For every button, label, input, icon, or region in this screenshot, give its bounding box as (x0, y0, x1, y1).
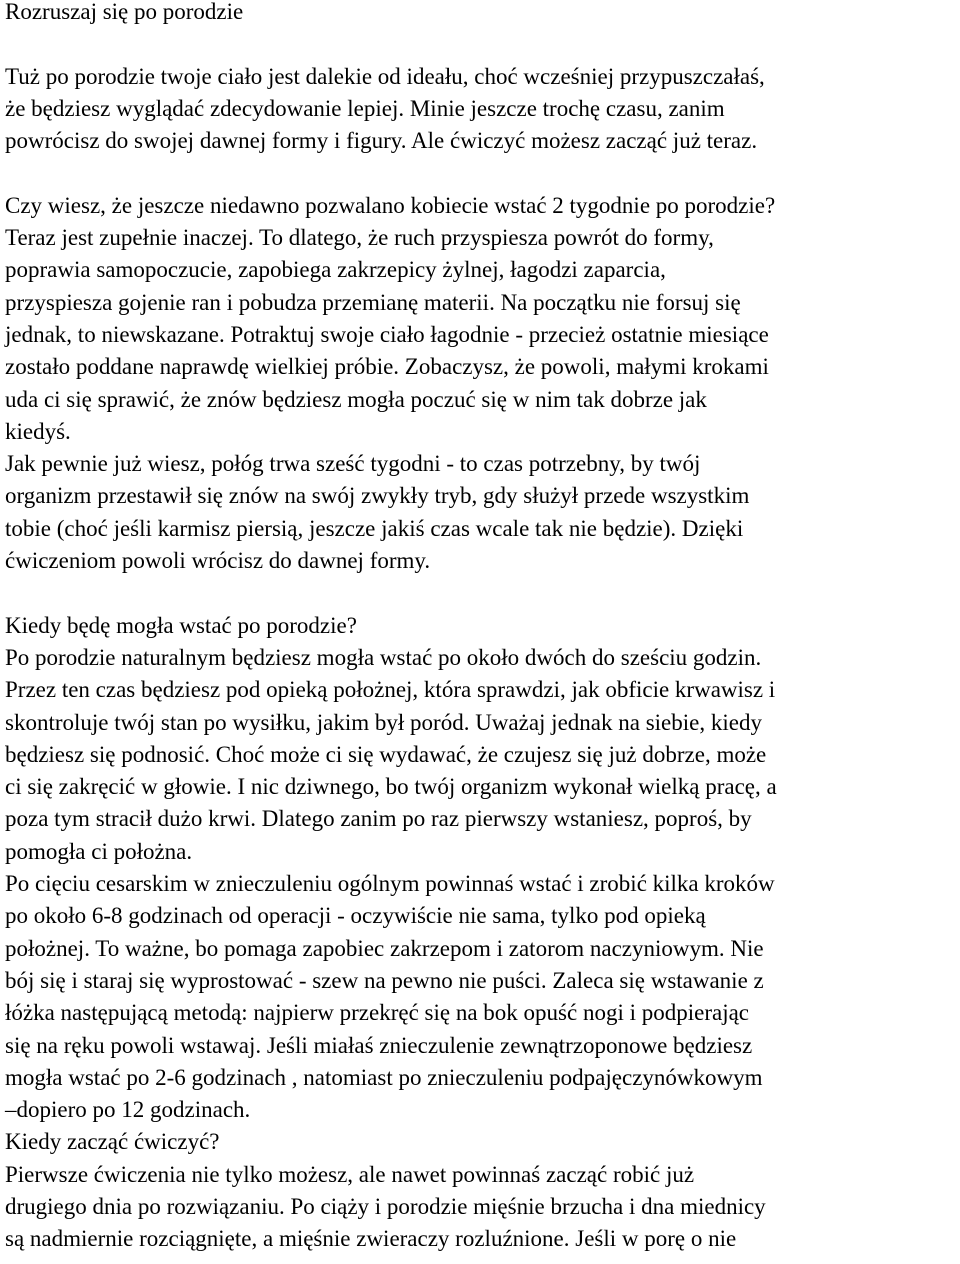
section-heading-when-stand: Kiedy będę mogła wstać po porodzie? (5, 612, 357, 638)
paragraph-cesarean: Po cięciu cesarskim w znieczuleniu ogólnym powinnaś wstać i zrobić kilka kroków po około 6-8 godzinach od operacji - oczywiście nie sama, tylko pod opieką położnej. To ważne, bo pomaga zapobiec zakrzepom i zatorom naczyniowym. Nie bój się i staraj się wyprostować - szew na pewno nie puści. Zaleca się wstawanie z łóżka następującą metodą: najpierw przekręć się na bok opuść nogi i podpierając się na ręku powoli wstawaj. Jeśli miałaś znieczulenie zewnątrzoponowe będziesz mogła wstać po 2-6 godzinach , natomiast po znieczuleniu podpajęczynówkowym –dopiero po 12 godzinach. (5, 871, 775, 1123)
paragraph-first-exercises: Pierwsze ćwiczenia nie tylko możesz, ale nawet powinnaś zacząć robić już drugiego dnia po rozwiązaniu. Po ciąży i porodzie mięśnie brzucha i dna miednicy są nadmiernie rozciągnięte, a mięśnie zwieraczy rozluźnione. Jeśli w porę o nie (5, 1161, 766, 1252)
section-heading-when-exercise: Kiedy zacząć ćwiczyć? (5, 1129, 220, 1155)
blank-line (5, 577, 955, 609)
paragraph-natural-birth: Po porodzie naturalnym będziesz mogła wstać po około dwóch do sześciu godzin. Przez ten czas będziesz pod opieką położnej, która sprawdzi, jak obficie krwawisz i skontroluje twój stan po wysiłku, jakim był poród. Uważaj jednak na siebie, kiedy będziesz się podnosić. Choć może ci się wydawać, że czujesz się już dobrze, może ci się zakręcić w głowie. I nic dziwnego, bo twój organizm wykonał wielką pracę, a poza tym stracił dużo krwi. Dlatego zanim po raz pierwszy wstaniesz, poproś, by pomogła ci położna. (5, 644, 777, 864)
blank-line (5, 157, 955, 189)
blank-line (5, 28, 955, 60)
document-page (5, 0, 955, 1256)
paragraph-history: Czy wiesz, że jeszcze niedawno pozwalano kobiecie wstać 2 tygodnie po porodzie? Teraz jest zupełnie inaczej. To dlatego, że ruch przyspiesza powrót do formy, poprawia samopoczucie, zapobiega zakrzepicy żylnej, łagodzi zaparcia, przyspiesza gojenie ran i pobudza przemianę materii. Na początku nie forsuj się jednak, to niewskazane. Potraktuj swoje ciało łagodnie - przecież ostatnie miesiące zostało poddane naprawdę wielkiej próbie. Zobaczysz, że powoli, małymi krokami uda ci się sprawić, że znów będziesz mogła poczuć się w nim tak dobrze jak kiedyś. (5, 192, 776, 444)
document-title: Rozruszaj się po porodzie (5, 0, 244, 24)
paragraph-pologue: Jak pewnie już wiesz, połóg trwa sześć tygodni - to czas potrzebny, by twój organizm przestawił się znów na swój zwykły tryb, gdy służył przede wszystkim tobie (choć jeśli karmisz piersią, jeszcze jakiś czas wcale tak nie będzie). Dzięki ćwiczeniom powoli wrócisz do dawnej formy. (5, 451, 750, 574)
paragraph-intro: Tuż po porodzie twoje ciało jest dalekie od ideału, choć wcześniej przypuszczałaś, że będziesz wyglądać zdecydowanie lepiej. Minie jeszcze trochę czasu, zanim powrócisz do swojej dawnej formy i figury. Ale ćwiczyć możesz zacząć już teraz. (5, 63, 765, 154)
